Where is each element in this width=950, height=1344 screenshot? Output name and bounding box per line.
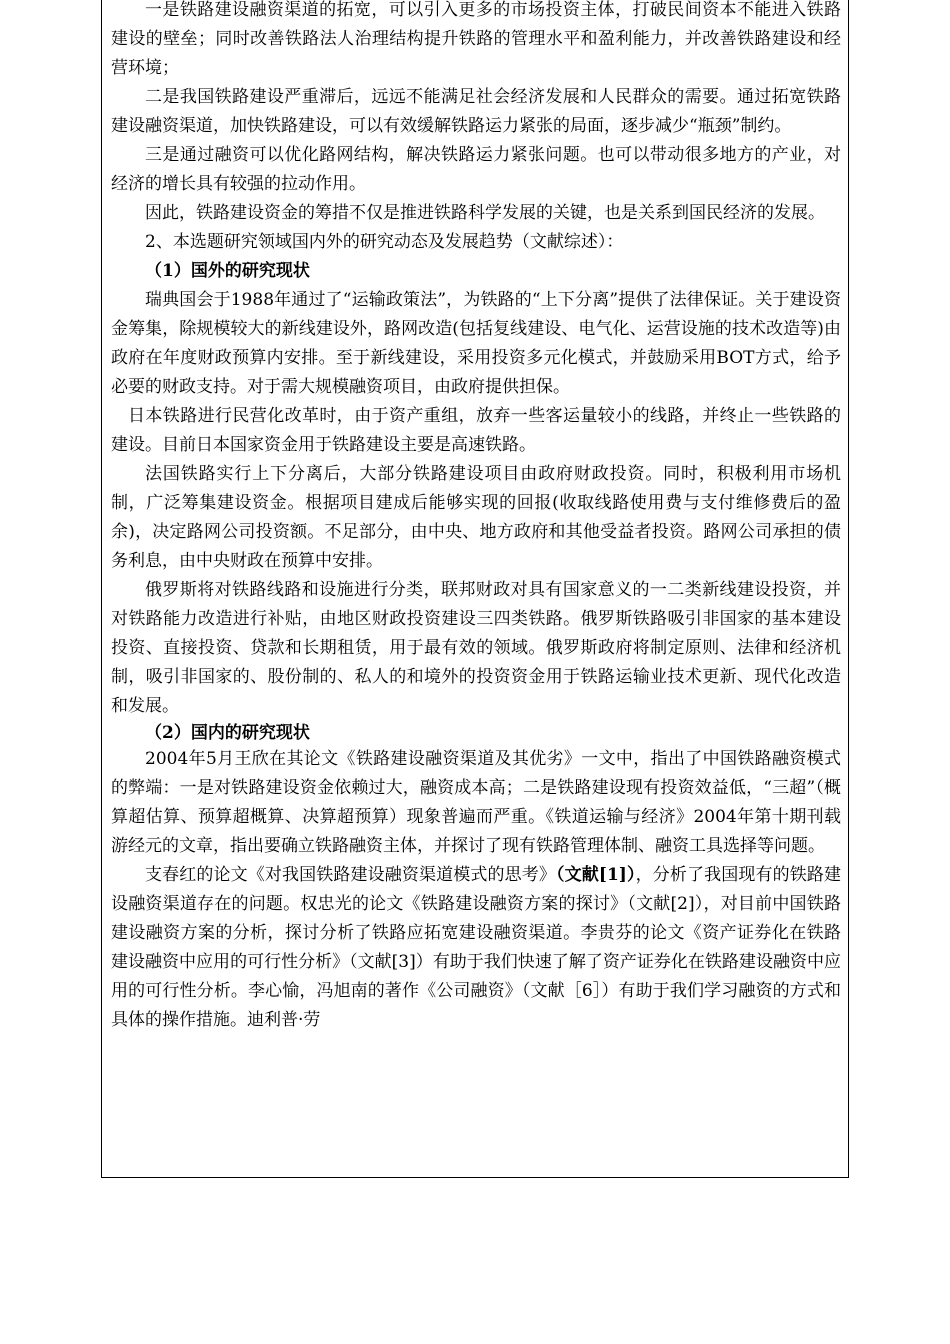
paragraph-domestic-2: [111, 861, 841, 1035]
paragraph-domestic-1: 2004年5月王欣在其论文《铁路建设融资渠道及其优劣》一文中，指出了中国铁路融资模式的弊端：一是对铁路建设资金依赖过大，融资成本高；二是铁路建设现有投资效益低，“三超”（概算超估算、预算超概算、决算超预算）现象普遍而严重。《铁道运输与经济》2004年第十期刊载游经元的文章，指出要确立铁路融资主体，并探讨了现有铁路管理体制、融资工具选择等问题。: [111, 749, 841, 856]
paragraph-domestic-2-rest: ，分析了我国现有的铁路建设融资渠道存在的问题。权忠光的论文《铁路建设融资方案的探讨》（文献[2]），对目前中国铁路建设融资方案的分析，探讨分析了铁路应拓宽建设融资渠道。李贵芬的论文《资产证券化在铁路建设融资中应用的可行性分析》（文献[3]）有助于我们快速了解了资产证券化在铁路建设融资中应用的可行性分析。李心愉，冯旭南的著作《公司融资》（文献［6］）有助于我们学习融资的方式和具体的操作措施。迪利普·劳: [111, 865, 842, 1030]
paragraph-domestic-2-start: 支春红的论文《对我国铁路建设融资渠道模式的思考》: [145, 865, 557, 885]
paragraph-4: 因此，铁路建设资金的筹措不仅是推进铁路科学发展的关键，也是关系到国民经济的发展。: [145, 203, 825, 223]
citation-1: （文献[1]）: [556, 865, 636, 885]
paragraph-2: 二是我国铁路建设严重滞后，远远不能满足社会经济发展和人民群众的需要。通过拓宽铁路建设融资渠道，加快铁路建设，可以有效缓解铁路运力紧张的局面，逐步减少“瓶颈”制约。: [111, 87, 841, 136]
paragraph-1: 一是铁路建设融资渠道的拓宽，可以引入更多的市场投资主体，打破民间资本不能进入铁路建设的壁垒；同时改善铁路法人治理结构提升铁路的管理水平和盈利能力，并改善铁路建设和经营环境；: [111, 0, 841, 78]
subheading-domestic-research: （2）国内的研究现状: [145, 723, 310, 743]
paragraph-russia: 俄罗斯将对铁路线路和设施进行分类，联邦财政对具有国家意义的一二类新线建设投资，并对铁路能力改造进行补贴，由地区财政投资建设三四类铁路。俄罗斯铁路吸引非国家的基本建设投资、直接投资、贷款和长期租赁，用于最有效的领域。俄罗斯政府将制定原则、法律和经济机制，吸引非国家的、股份制的、私人的和境外的投资资金用于铁路运输业技术更新、现代化改造和发展。: [111, 580, 841, 716]
paragraph-3: 三是通过融资可以优化路网结构，解决铁路运力紧张问题。也可以带动很多地方的产业，对经济的增长具有较强的拉动作用。: [111, 145, 841, 194]
document-table-cell: [101, 0, 849, 1178]
paragraph-sweden: 瑞典国会于1988年通过了“运输政策法”，为铁路的“上下分离”提供了法律保证。关于建设资金筹集，除规模较大的新线建设外，路网改造(包括复线建设、电气化、运营设施的技术改造等)由政府在年度财政预算内安排。至于新线建设，采用投资多元化模式，并鼓励采用BOT方式，给予必要的财政支持。对于需大规模融资项目，由政府提供担保。: [111, 290, 841, 397]
subheading-foreign-research: （1）国外的研究现状: [145, 261, 310, 281]
document-body: [111, 0, 841, 1035]
paragraph-japan: 日本铁路进行民营化改革时，由于资产重组，放弃一些客运量较小的线路，并终止一些铁路的建设。目前日本国家资金用于铁路建设主要是高速铁路。: [111, 406, 841, 455]
section-heading-literature-review: 2、本选题研究领域国内外的研究动态及发展趋势（文献综述）：: [145, 232, 624, 252]
paragraph-france: 法国铁路实行上下分离后，大部分铁路建设项目由政府财政投资。同时，积极利用市场机制，广泛筹集建设资金。根据项目建成后能够实现的回报(收取线路使用费与支付维修费后的盈余)，决定路网公司投资额。不足部分，由中央、地方政府和其他受益者投资。路网公司承担的债务利息，由中央财政在预算中安排。: [111, 464, 841, 571]
